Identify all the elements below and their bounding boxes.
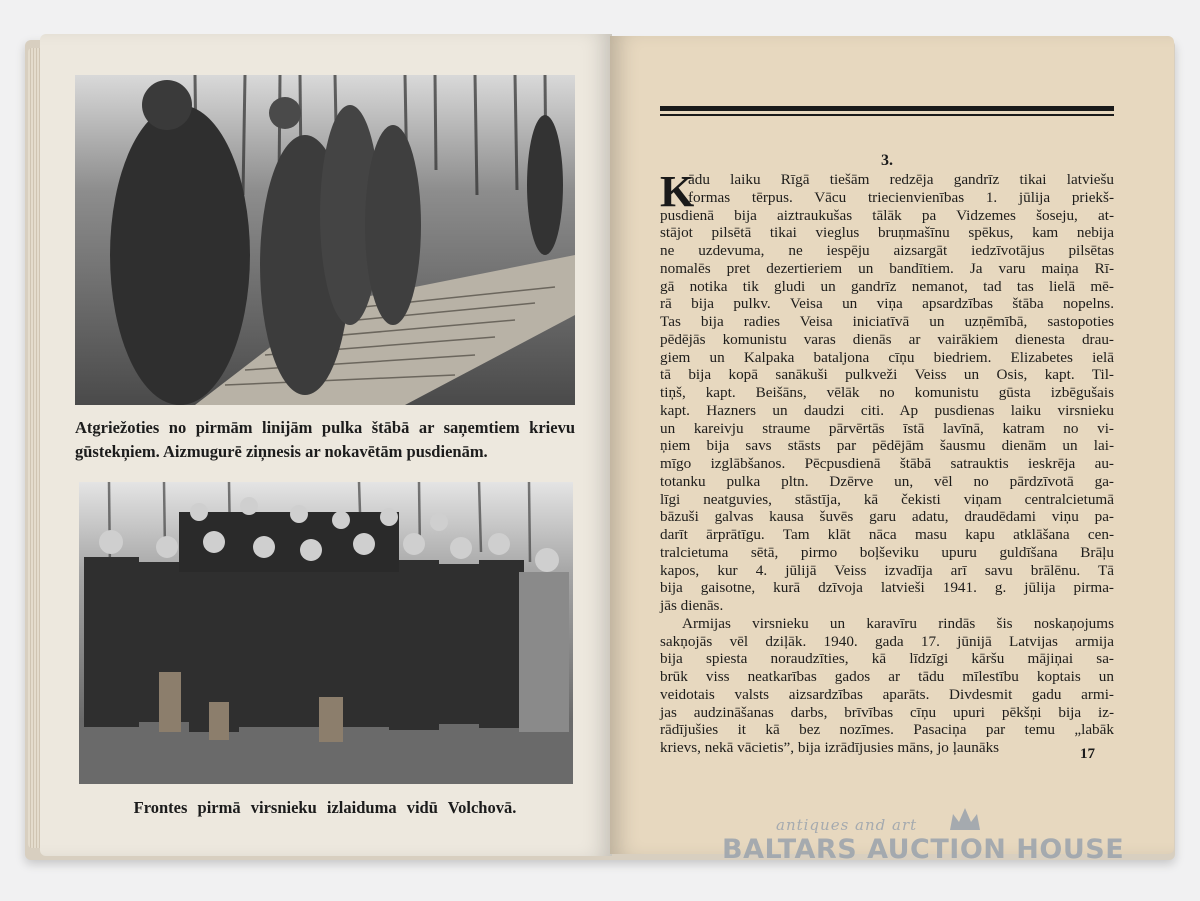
text-line: Tas bija radies Veisa iniciatīvā un uzņēmībā, sastopoties <box>660 313 1114 330</box>
caption-top <box>75 416 575 464</box>
text-line: jās dienās. <box>660 597 724 614</box>
text-line: stājot pilsētā tikai vieglus bruņmašīnu spēkus, kam nebija <box>660 224 1114 242</box>
text-line: brūk viss neatkarības gados ar tādu mīlestību koptais un <box>660 668 1114 685</box>
header-rule-thick <box>660 106 1114 111</box>
text-line: gā notika tik gludi un gandrīz nemanot, tad tas lielā mē- <box>660 277 1114 295</box>
text-line: rādījušies it kā bez nozīmes. Pasaciņa par temu „labāk <box>660 721 1114 739</box>
photo-soldiers-walking <box>75 75 575 405</box>
text-line: veidotais valsts aizsardzības aparāts. Divdesmit gadu armi- <box>660 685 1114 703</box>
watermark-tagline: antiques and art <box>776 816 918 834</box>
text-line: tiņš, kapt. Beišāns, vēlāk no komunistu gūsta izbēgušais <box>660 384 1114 401</box>
text-line: giem un Kalpaka bataljona cīņu biedriem. Elizabetes ielā <box>660 348 1114 366</box>
text-line: jas audzināšanas darbs, brīvības cīņu upuri pēkšņi bija iz- <box>660 703 1114 721</box>
page-number: 17 <box>1080 746 1095 762</box>
text-line: kapt. Hazners un daudzi citi. Ap pusdienas laiku virsnieku <box>660 401 1114 419</box>
text-line: Armijas virsnieku un karavīru rindās šis noskaņojums <box>682 614 1114 632</box>
chapter-number: 3. <box>881 152 893 169</box>
text-line: ņiem bija savs stāsts par pēdējām šausmu dienām un lai- <box>660 437 1114 455</box>
text-line: mīgo izglābšanos. Pēcpusdienā štābā satrauktis ieskrēja au- <box>660 455 1114 472</box>
drop-cap: K <box>660 167 695 216</box>
header-rule-thin <box>660 114 1114 116</box>
body-text <box>660 167 1114 757</box>
text-line: tralcietuma sētā, pirmo boļševiku upuru guldīšana Brāļu <box>660 543 1114 561</box>
text-line: rā bija pulkv. Veisa un viņa apsardzības štāba nopelns. <box>660 295 1114 313</box>
text-line: totanku pulka pltn. Dzērve un, vēl no pārdzīvotā ga- <box>660 472 1114 490</box>
text-line: darīt ārprātīgu. Tam klāt nāca masu kapu atklāšana cen- <box>660 526 1114 543</box>
text-line: bija spiesta noraudzīties, kā līdzīgi kāršu mājiņai sa- <box>660 650 1114 668</box>
caption-top-line: gūstekņiem. Aizmugurē ziņnesis ar nokavētām pusdienām. <box>75 442 488 461</box>
caption-bottom: Frontes pirmā virsnieku izlaiduma vidū Volchovā. <box>133 798 517 817</box>
text-line: krievs, nekā vācietis”, bija izrādījusies māns, jo ļaunāks <box>660 739 1000 756</box>
text-line: bija gaisotne, kurā dzīvoja latvieši 1941. g. jūlija pirma- <box>660 579 1114 597</box>
crown-icon <box>948 806 982 832</box>
text-line: formas tērpus. Vācu triecienvienības 1. jūlija priekš- <box>688 188 1114 206</box>
text-line: sakņojās vēl dziļāk. 1940. gada 17. jūnijā Latvijas armija <box>660 632 1114 650</box>
caption-top-line: Atgriežoties no pirmām linijām pulka štābā ar saņemtiem krievu <box>75 418 575 437</box>
text-line: tā bija kopā sanākuši pulkveži Veiss un Osis, kapt. Til- <box>660 366 1114 384</box>
text-line: līgi neatguvies, stāstīja, kā čekisti viņam centralcietumā <box>660 490 1114 508</box>
text-line: pusdienā bija aiztraukušas tālāk pa Vidzemes šoseju, at- <box>660 206 1114 224</box>
photo-officer-group <box>79 482 573 784</box>
text-line: ne uzdevuma, ne iespēju aizsargāt iedzīvotājus pilsētas <box>660 242 1114 259</box>
text-line: bāzuši galvas kausa šuvēs garu adatu, draudēdami viņu pa- <box>660 508 1114 526</box>
text-line: pēdējās komunistu varas dienās ar vairākiem dienesta drau- <box>660 330 1114 348</box>
watermark-brand: BALTARS AUCTION HOUSE <box>722 834 1125 865</box>
text-line: kapos, kur 4. jūlijā Veiss izvadīja arī savu brālēnu. Tā <box>660 561 1114 579</box>
text-line: un kareivju straume pārvērtās īstā lavīnā, katram no vi- <box>660 419 1114 437</box>
text-line: ādu laiku Rīgā tiešām redzēja gandrīz tikai latviešu <box>688 171 1114 188</box>
text-line: nomalēs pret dezertieriem un bandītiem. Ja varu maiņa Rī- <box>660 259 1114 277</box>
